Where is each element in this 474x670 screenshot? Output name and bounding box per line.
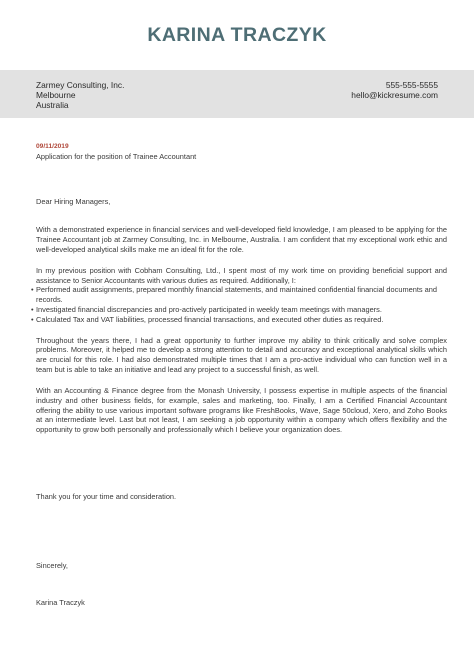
greeting: Dear Hiring Managers, <box>36 197 111 206</box>
contact-info <box>351 80 438 100</box>
list-item-text: Performed audit assignments, prepared monthly financial statements, and maintained confidential financial documents and records. <box>36 285 437 305</box>
address-company: Zarmey Consulting, Inc. <box>36 80 125 90</box>
email-address: hello@kickresume.com <box>351 90 438 101</box>
letter-subject: Application for the position of Trainee Accountant <box>36 152 197 161</box>
bullet-icon: • <box>31 305 34 315</box>
recipient-address <box>36 80 124 111</box>
address-country: Australia <box>36 100 69 111</box>
list-item <box>31 305 447 315</box>
letter-body <box>31 197 447 435</box>
signature-name: Karina Traczyk <box>36 598 85 607</box>
paragraph-experience: In my previous position with Cobham Consulting, Ltd., I spent most of my work time on providing beneficial support and assistance to Senior Accountants with various duties as required. Additionally, I: <box>36 265 447 285</box>
paragraph-intro: With a demonstrated experience in financial services and well-developed field knowledge, I am pleased to be applying for the Trainee Accountant job at Zarmey Consulting, Inc. in Melbourne, Australia. I am confident that my exceptional work ethic and well-developed analytical skills make me an ideal fit for the role. <box>36 225 447 255</box>
letter-date: 09/11/2019 <box>36 143 69 150</box>
phone-number: 555-555-5555 <box>385 80 438 90</box>
bullet-icon: • <box>31 285 34 295</box>
paragraph-education: With an Accounting & Finance degree from the Monash University, I possess expertise in multiple aspects of the financial industry and other business fields, for example, sales and marketing, too. Finally, I am a Certified Financial Accountant offering the ability to use various important software programs like FreshBooks, Wave, Sage 50cloud, Xero, and Zoho Books at an intermediate level. Last but not least, I am seeking a job opportunity within a company which offers flexibility and the opportunity to grow both personally and professionally which I believe your organization does. <box>36 385 447 435</box>
list-item-text: Investigated financial discrepancies and pro-actively participated in weekly team meetings with managers. <box>36 305 382 315</box>
applicant-name: KARINA TRACZYK <box>147 24 327 46</box>
address-city: Melbourne <box>36 90 76 101</box>
duties-list <box>31 285 447 325</box>
list-item <box>31 285 447 305</box>
list-item-text: Calculated Tax and VAT liabilities, processed financial transactions, and executed other duties as required. <box>36 315 384 325</box>
bullet-icon: • <box>31 315 34 325</box>
paragraph-skills: Throughout the years there, I had a great opportunity to further improve my ability to think critically and solve complex problems. Moreover, it helped me to develop a strong attention to detail and accuracy and exceptional analytical skills which are crucial for this role. I had also demonstrated multiple times that I am a pro-active individual who can function well in a team but is able to take an initiative and lead any project to a successful finish, as well. <box>36 335 447 375</box>
closing: Sincerely, <box>36 561 68 570</box>
thanks-line: Thank you for your time and consideration. <box>36 492 177 501</box>
list-item <box>31 315 447 325</box>
